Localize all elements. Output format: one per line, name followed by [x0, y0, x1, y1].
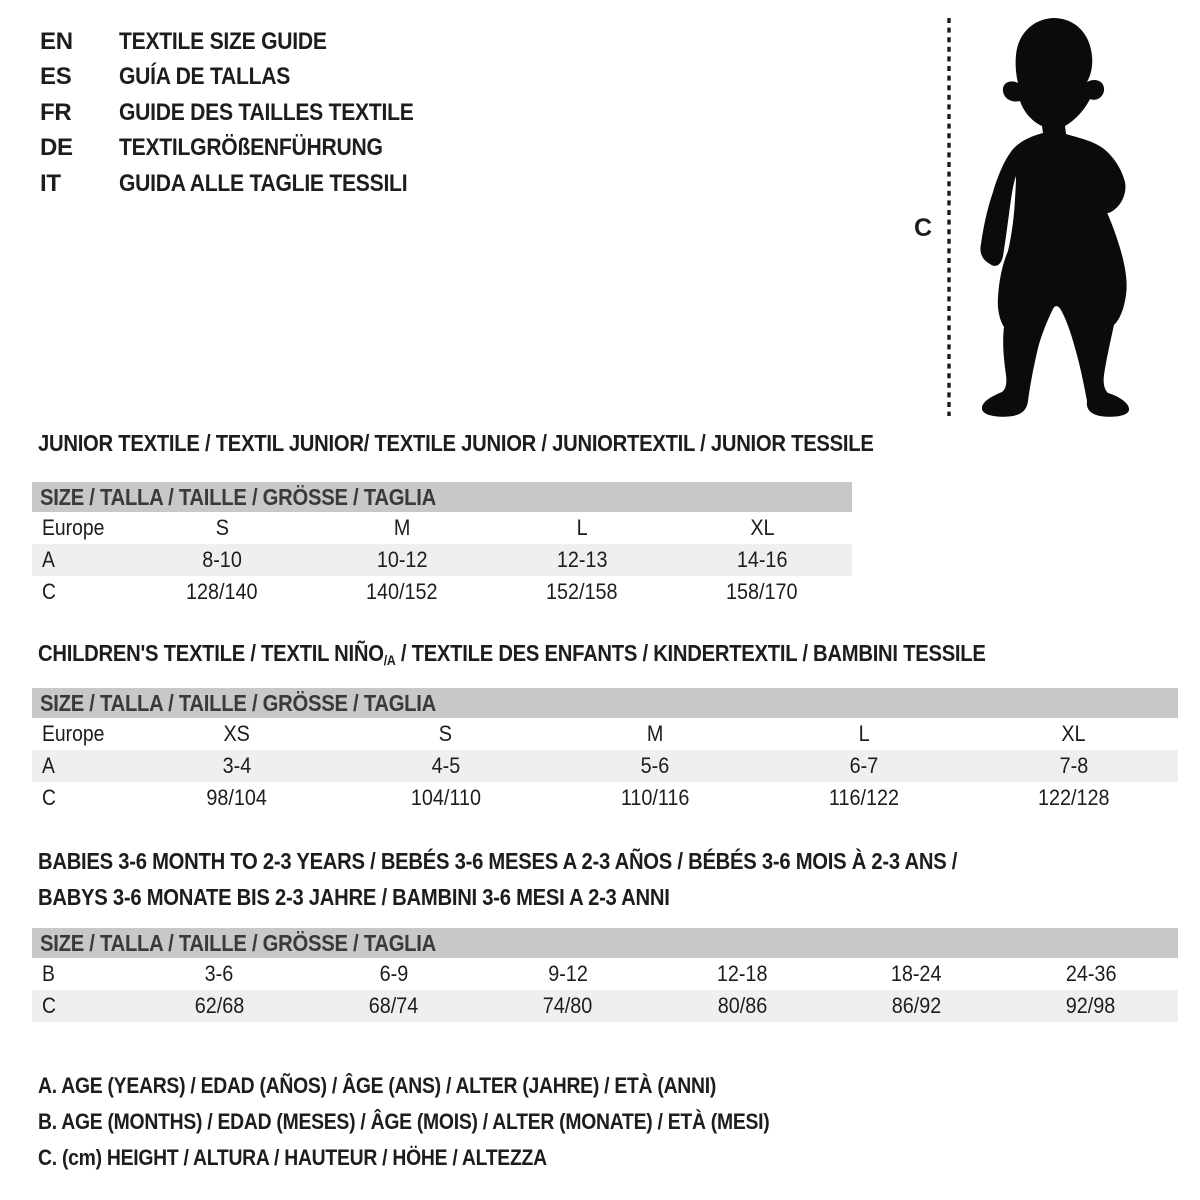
size-cell: 98/104: [206, 785, 267, 810]
row-label: B: [42, 961, 55, 986]
size-cell: 3-4: [222, 753, 251, 778]
size-cell: 10-12: [376, 547, 428, 572]
footnote: B. AGE (MONTHS) / EDAD (MESES) / ÂGE (MOIS) / ALTER (MONATE) / ETÀ (MESI): [38, 1109, 770, 1134]
size-cell: M: [646, 721, 664, 746]
size-header-bar: SIZE / TALLA / TAILLE / GRÖSSE / TAGLIA: [32, 688, 1178, 718]
section-title-line: BABYS 3-6 MONATE BIS 2-3 JAHRE / BAMBINI 3-6 MESI A 2-3 ANNI: [38, 883, 670, 910]
size-table-body: [32, 958, 1178, 1022]
section-childrens-textile: [38, 640, 1115, 810]
size-cell: M: [393, 515, 411, 540]
table-row: [32, 958, 1178, 990]
size-cell: 4-5: [431, 753, 461, 778]
size-table: [32, 688, 1178, 814]
size-cell: 12-18: [716, 961, 768, 986]
size-cell: 6-7: [849, 753, 879, 778]
table-row: [32, 782, 1178, 814]
language-title: GUÍA DE TALLAS: [119, 63, 291, 91]
size-header-bar: SIZE / TALLA / TAILLE / GRÖSSE / TAGLIA: [32, 482, 852, 512]
table-row: [32, 990, 1178, 1022]
table-row: [32, 544, 852, 576]
size-cell: 6-9: [379, 961, 408, 986]
section-title: [38, 843, 1083, 915]
size-cell: 92/98: [1066, 993, 1116, 1018]
size-cell: 62/68: [194, 993, 244, 1018]
language-row: [40, 95, 454, 131]
row-label: Europe: [42, 515, 105, 540]
table-row: [32, 750, 1178, 782]
row-label: A: [42, 753, 55, 778]
size-cell: 12-13: [556, 547, 608, 572]
size-cell: 14-16: [736, 547, 788, 572]
dashed-height-line-icon: [946, 16, 952, 418]
size-cell: 5-6: [640, 753, 670, 778]
language-row: [40, 131, 454, 167]
size-cell: 86/92: [891, 993, 942, 1018]
row-label: A: [42, 547, 55, 572]
footnote: C. (cm) HEIGHT / ALTURA / HAUTEUR / HÖHE / ALTEZZA: [38, 1145, 547, 1170]
language-title-list: [40, 24, 454, 202]
size-cell: 140/152: [366, 579, 438, 604]
height-measure-label: C: [914, 214, 933, 242]
table-row: [32, 718, 1178, 750]
size-cell: 68/74: [368, 993, 419, 1018]
section-babies-textile: [38, 843, 1117, 1018]
language-title: GUIDA ALLE TAGLIE TESSILI: [119, 169, 408, 197]
size-cell: XS: [223, 721, 250, 746]
size-cell: XL: [1061, 721, 1086, 746]
language-code: IT: [40, 169, 61, 197]
size-cell: 122/128: [1037, 785, 1110, 810]
footnote: A. AGE (YEARS) / EDAD (AÑOS) / ÂGE (ANS) / ALTER (JAHRE) / ETÀ (ANNI): [38, 1073, 717, 1098]
language-title: TEXTILGRÖßENFÜHRUNG: [119, 134, 383, 162]
language-code: DE: [40, 134, 73, 162]
toddler-silhouette-icon: [963, 14, 1140, 422]
size-cell: 104/110: [410, 785, 481, 810]
language-row: [40, 60, 454, 96]
size-table: [32, 482, 852, 608]
table-row: [32, 512, 852, 544]
size-cell: 8-10: [202, 547, 242, 572]
size-table-body: [32, 512, 852, 608]
language-code: ES: [40, 63, 72, 91]
title-subscript: /A: [383, 652, 396, 668]
row-label: C: [42, 785, 56, 810]
section-junior-textile: [38, 430, 988, 604]
size-cell: 80/86: [717, 993, 767, 1018]
section-title-line: BABIES 3-6 MONTH TO 2-3 YEARS / BEBÉS 3-6 MESES A 2-3 AÑOS / BÉBÉS 3-6 MOIS À 2-3 ANS /: [38, 847, 958, 874]
section-title: CHILDREN'S TEXTILE / TEXTIL $NIÑO_{/A}$ / TEXTILE DES ENFANTS / KINDERTEXTIL / BAMBINI TESSILE: [38, 640, 986, 668]
size-cell: 110/116: [620, 785, 690, 810]
size-cell: S: [215, 515, 229, 540]
language-title: GUIDE DES TAILLES TEXTILE: [119, 98, 414, 126]
size-table: [32, 928, 1178, 1022]
size-cell: L: [858, 721, 870, 746]
size-cell: 116/122: [829, 785, 900, 810]
size-cell: 3-6: [204, 961, 234, 986]
row-label: Europe: [42, 721, 105, 746]
size-cell: 158/170: [726, 579, 798, 604]
footnote-list: [38, 1068, 869, 1176]
size-header-bar: SIZE / TALLA / TAILLE / GRÖSSE / TAGLIA: [32, 928, 1178, 958]
language-title: TEXTILE SIZE GUIDE: [119, 27, 327, 55]
size-cell: 24-36: [1065, 961, 1117, 986]
size-cell: 152/158: [546, 579, 618, 604]
size-cell: 18-24: [891, 961, 942, 986]
size-cell: XL: [749, 515, 775, 540]
size-cell: 128/140: [186, 579, 258, 604]
size-cell: 9-12: [547, 961, 588, 986]
row-label: C: [42, 993, 56, 1018]
language-code: FR: [40, 98, 72, 126]
size-cell: L: [576, 515, 588, 540]
table-row: [32, 576, 852, 608]
size-table-body: [32, 718, 1178, 814]
language-code: EN: [40, 27, 73, 55]
size-cell: 74/80: [543, 993, 593, 1018]
section-title: JUNIOR TEXTILE / TEXTIL JUNIOR/ TEXTILE JUNIOR / JUNIORTEXTIL / JUNIOR TESSILE: [38, 430, 874, 456]
size-cell: S: [439, 721, 453, 746]
language-row: [40, 166, 454, 202]
language-row: [40, 24, 454, 60]
size-cell: 7-8: [1059, 753, 1088, 778]
row-label: C: [42, 579, 56, 604]
